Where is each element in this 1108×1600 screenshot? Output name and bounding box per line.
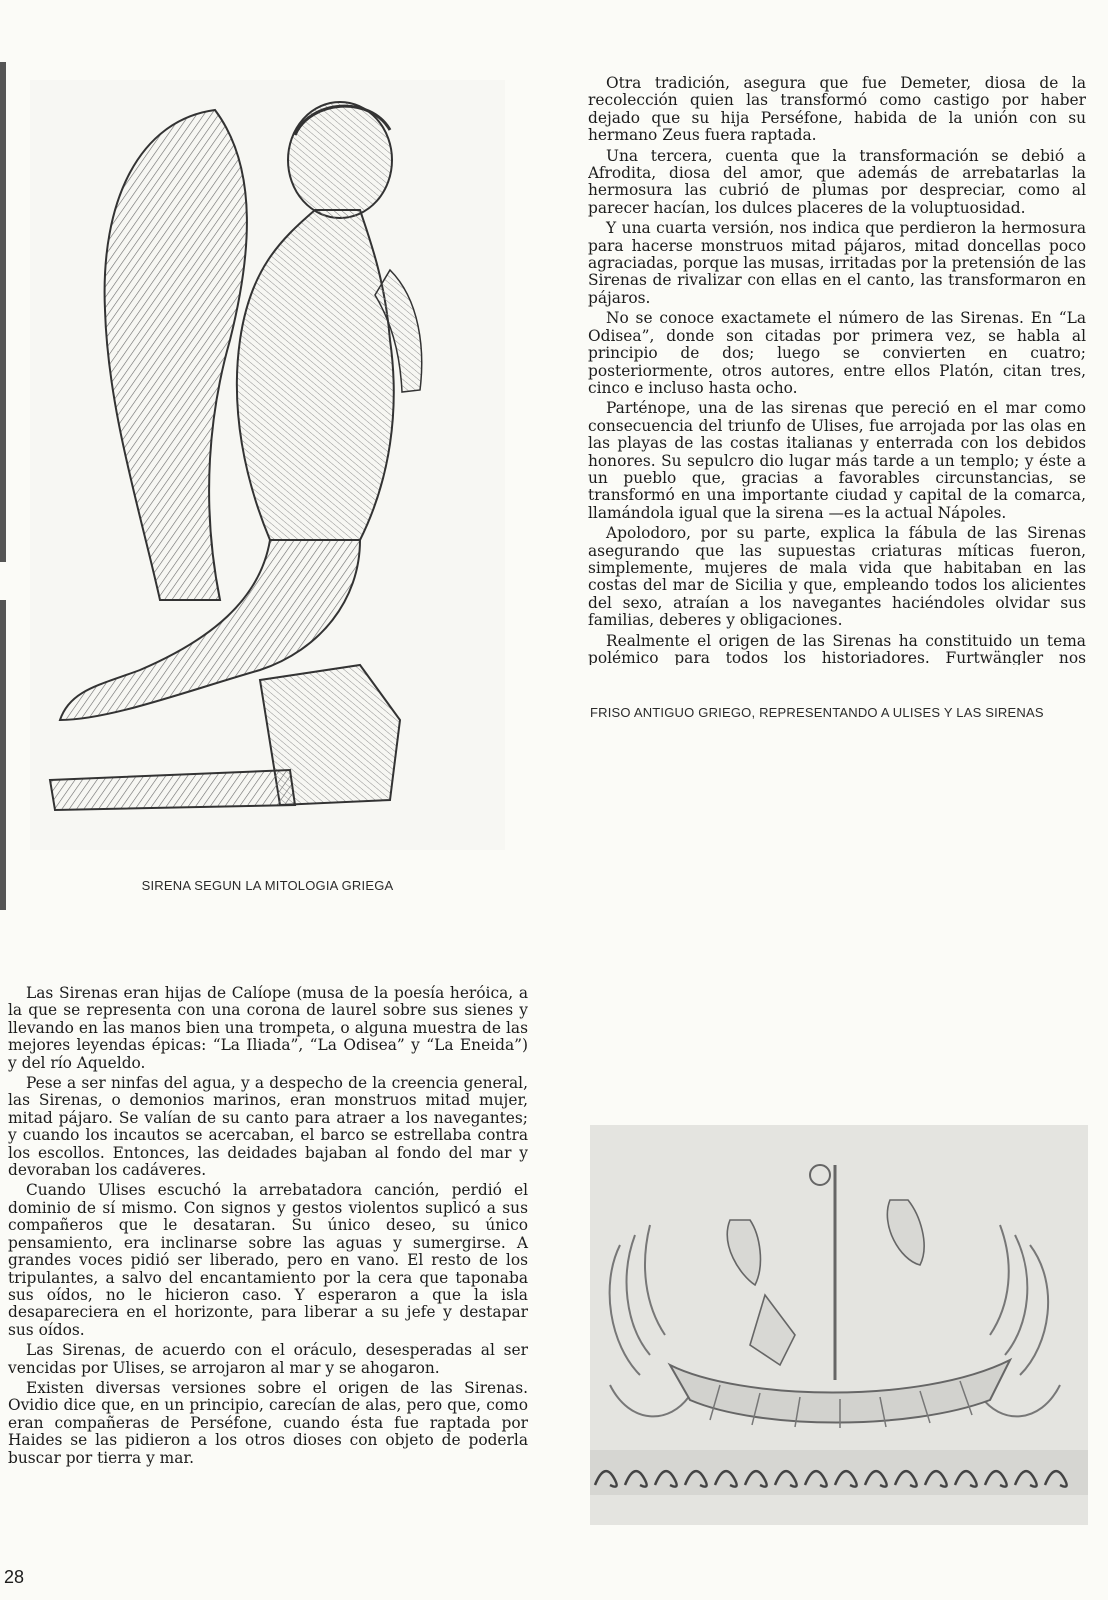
right-text-column <box>588 75 1086 665</box>
paragraph: Parténope, una de las sirenas que pereció en el mar como consecuencia del triunfo de Ulises, fue arrojada por las olas en las playas de las costas italianas y enterrada con los debidos honores. Su sepulcro dio lugar más tarde a un templo; y éste a un pueblo que, gracias a favorables circunstancias, se transformó en una importante ciudad y capital de la comarca, llamándola igual que la sirena —es la actual Nápoles. <box>588 399 1086 522</box>
left-text-column <box>8 985 528 1470</box>
siren-statue-drawing <box>30 80 505 850</box>
margin-bar-bottom <box>0 600 6 910</box>
siren-statue-illustration <box>30 80 505 850</box>
paragraph: Pese a ser ninfas del agua, y a despecho de la creencia general, las Sirenas, o demonios marinos, eran monstruos mitad mujer, mitad pájaro. Se valían de su canto para atraer a los navegantes; y cuando los incautos se acercaban, el barco se estrellaba contra los escollos. Entonces, las deidades bajaban al fondo del mar y devoraban los cadáveres. <box>8 1074 528 1180</box>
greek-frieze-illustration <box>590 1125 1088 1525</box>
frieze-drawing <box>590 1125 1088 1525</box>
paragraph: Existen diversas versiones sobre el origen de las Sirenas. Ovidio dice que, en un principio, carecían de alas, pero que, como eran compañeras de Perséfone, cuando ésta fue raptada por Haides se las pidieron a los otros dioses con objeto de poderla buscar por tierra y mar. <box>8 1378 528 1467</box>
paragraph: Apolodoro, por su parte, explica la fábula de las Sirenas asegurando que las supuestas criaturas míticas fueron, simplemente, mujeres de mala vida que habitaban en las costas del mar de Sicilia y que, empleando todos los alicientes del sexo, atraían a los navegantes haciéndoles olvidar sus familias, deberes y obligaciones. <box>588 524 1086 630</box>
paragraph: Cuando Ulises escuchó la arrebatadora canción, perdió el dominio de sí mismo. Con signos y gestos violentos suplicó a sus compañeros que le desataran. Su único deseo, su único pensamiento, era inclinarse sobre las aguas y sumergirse. A grandes voces pidió ser liberado, pero en vano. El resto de los tripulantes, a salvo del encantamiento por la cera que taponaba sus oídos, no le hicieron caso. Y esperaron a que la isla desapareciera en el horizonte, para liberar a su jefe y destapar sus oídos. <box>8 1181 528 1339</box>
paragraph: Realmente el origen de las Sirenas ha constituido un tema polémico para todos los historiadores. Furtwängler nos <box>588 631 1086 665</box>
paragraph: No se conoce exactamete el número de las Sirenas. En “La Odisea”, donde son citadas por primera vez, se habla al principio de dos; luego se convierten en cuatro; posteriormente, otros autores, entre ellos Platón, citan tres, cinco e incluso hasta ocho. <box>588 309 1086 397</box>
page-number: 28 <box>4 1567 25 1587</box>
paragraph: Las Sirenas, de acuerdo con el oráculo, desesperadas al ser vencidas por Ulises, se arrojaron al mar y se ahogaron. <box>8 1341 528 1377</box>
paragraph: Y una cuarta versión, nos indica que perdieron la hermosura para hacerse monstruos mitad pájaros, mitad doncellas poco agraciadas, porque las musas, irritadas por la pretensión de las Sirenas de rivalizar con ellas en el canto, las transformaron en pájaros. <box>588 219 1086 307</box>
frieze-figure-caption: FRISO ANTIGUO GRIEGO, REPRESENTANDO A ULISES Y LAS SIRENAS <box>590 705 1044 720</box>
paragraph: Las Sirenas eran hijas de Calíope (musa de la poesía heróica, a la que se representa con una corona de laurel sobre sus sienes y llevando en las manos bien una trompeta, o alguna muestra de las mejores leyendas épicas: “La Iliada”, “La Odisea” y “La Eneida”) y del río Aqueldo. <box>8 984 528 1072</box>
margin-bar-top <box>0 62 6 562</box>
siren-figure-caption: SIRENA SEGUN LA MITOLOGIA GRIEGA <box>141 878 394 893</box>
paragraph: Otra tradición, asegura que fue Demeter, diosa de la recolección quien las transformó como castigo por haber dejado que su hija Perséfone, habida de la unión con su hermano Zeus fuera raptada. <box>588 75 1086 145</box>
paragraph: Una tercera, cuenta que la transformación se debió a Afrodita, diosa del amor, que además de arrebatarlas la hermosura las cubrió de plumas por despreciar, como al parecer hacían, los dulces placeres de la voluptuosidad. <box>588 146 1086 217</box>
